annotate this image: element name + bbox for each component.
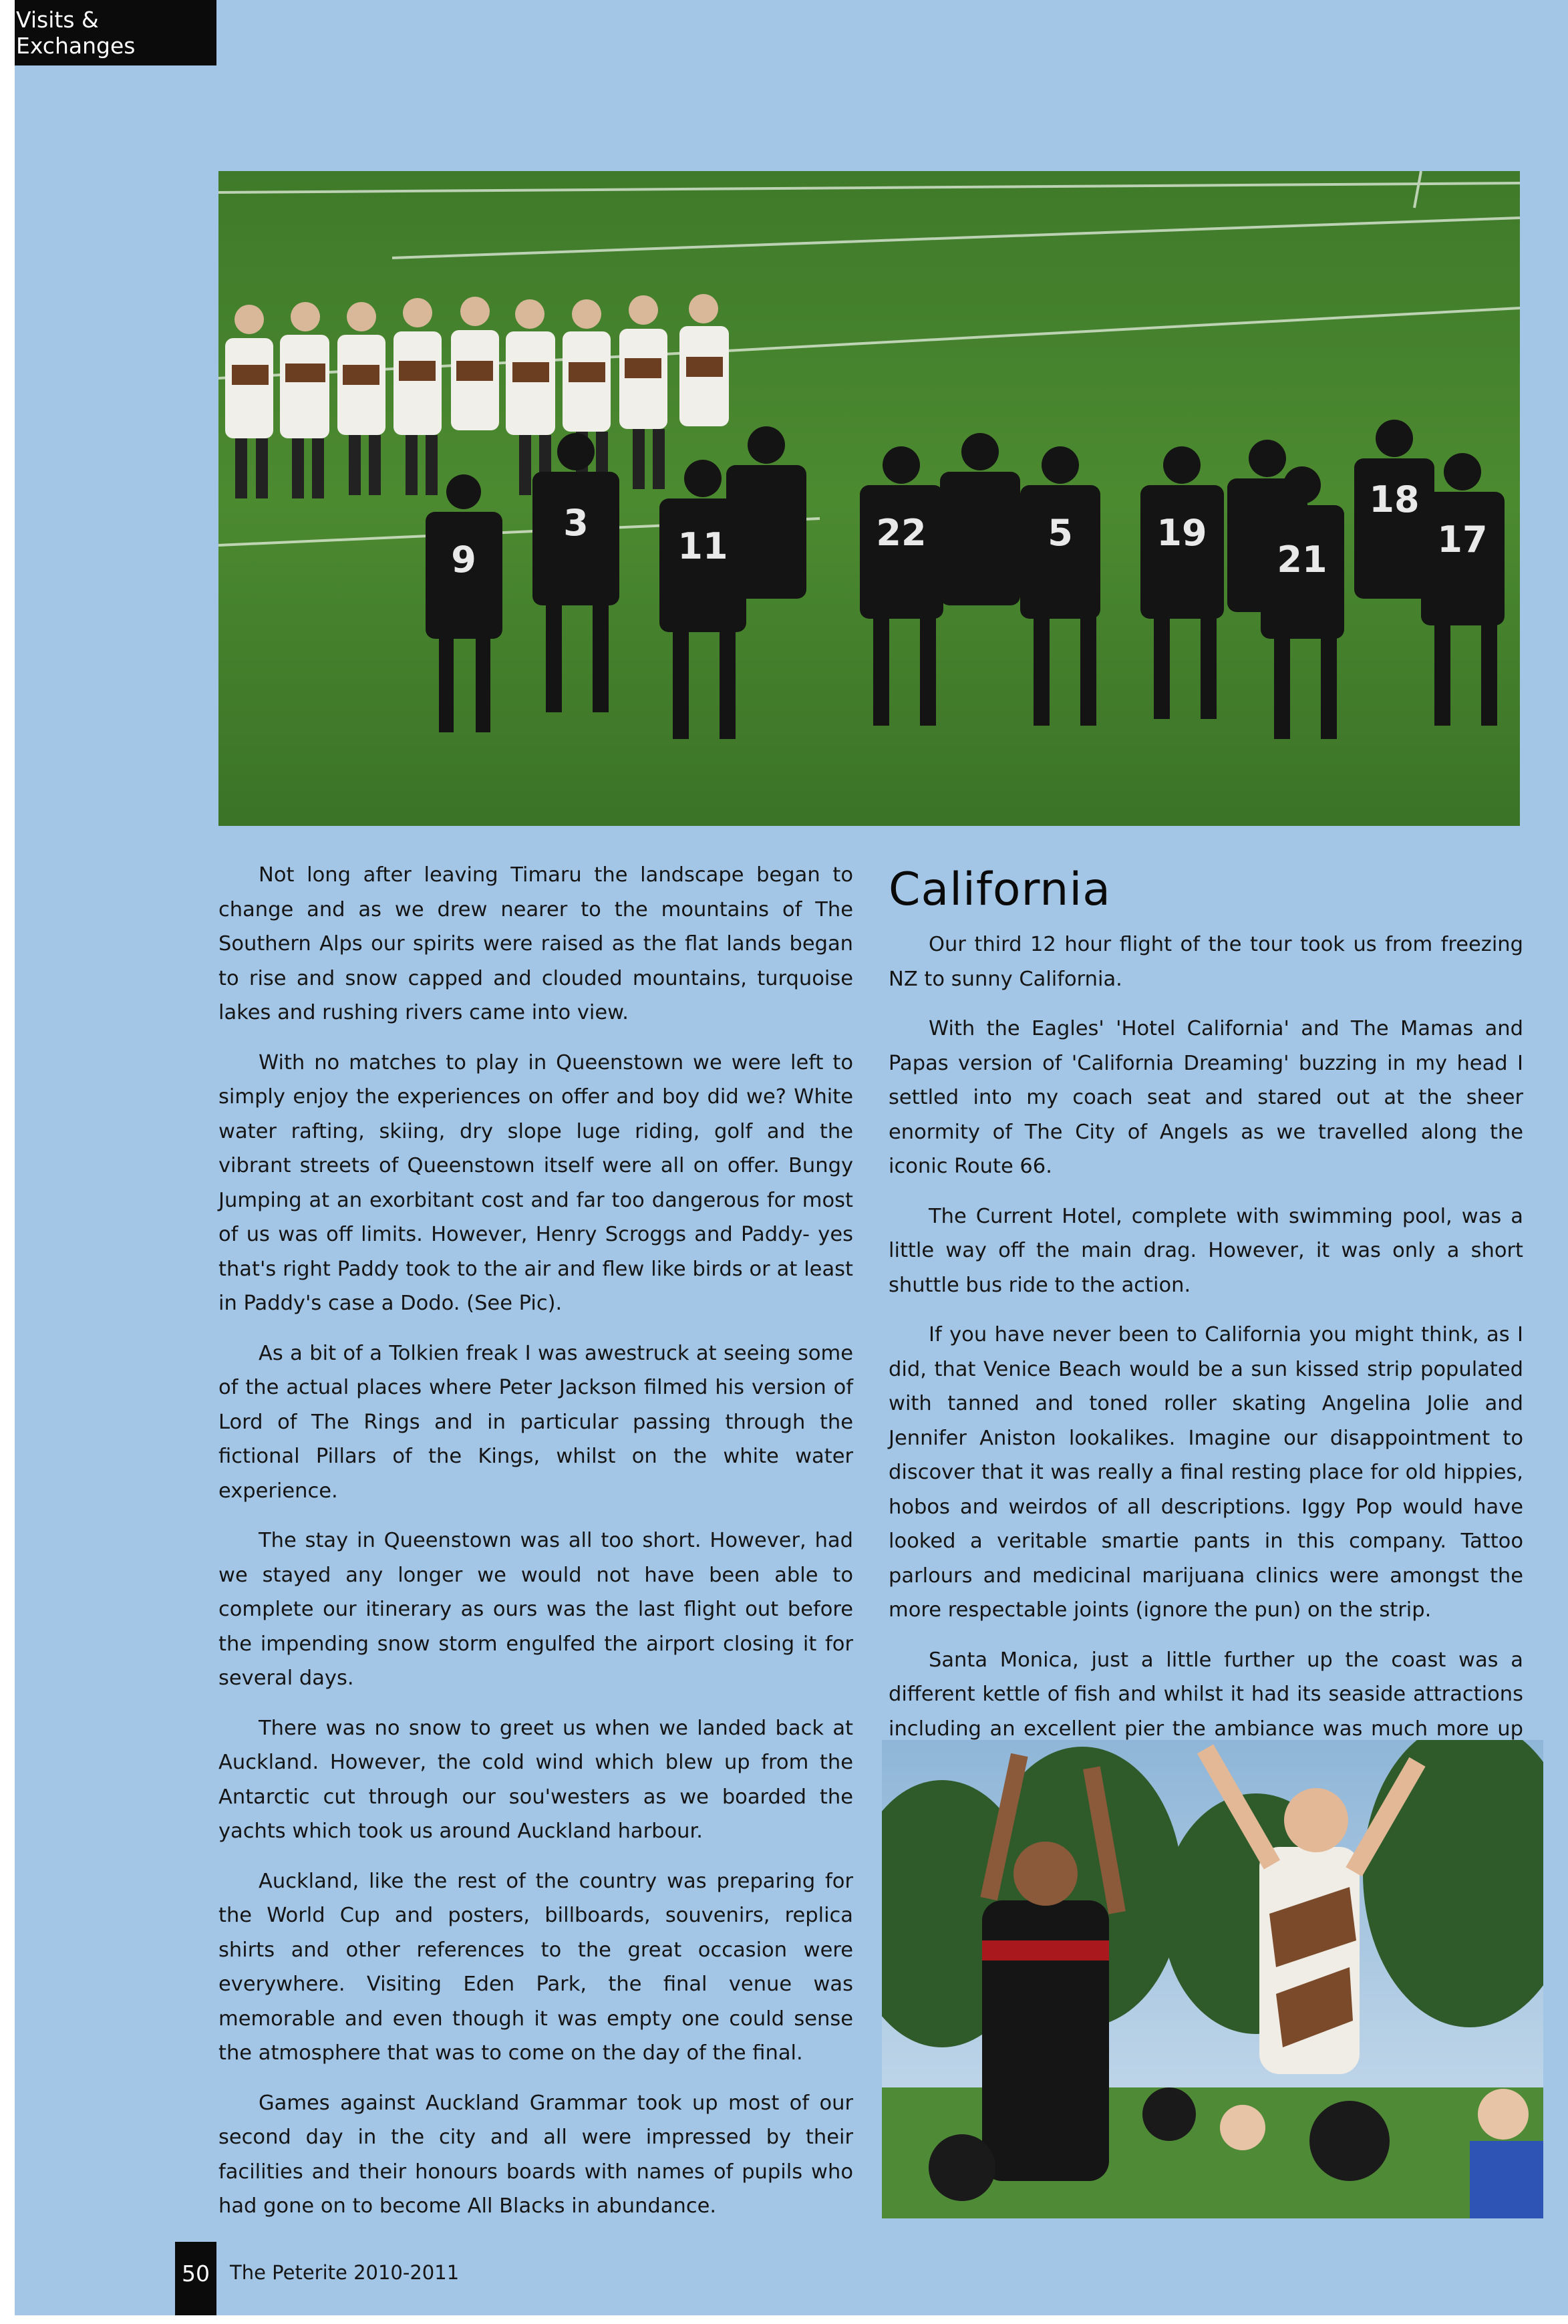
publication-title: The Peterite 2010-2011 (230, 2261, 460, 2284)
svg-text:17: 17 (1437, 519, 1488, 561)
section-label: Visits & Exchanges (15, 0, 216, 65)
svg-text:3: 3 (563, 502, 589, 544)
magazine-page (15, 0, 1568, 2315)
svg-text:11: 11 (677, 525, 728, 567)
page-number: 50 (175, 2242, 216, 2315)
svg-text:9: 9 (451, 539, 476, 581)
svg-text:19: 19 (1156, 512, 1207, 554)
paragraph: The Current Hotel, complete with swimming pool, was a little way off the main drag. However, it was only a short shuttle bus ride to the action. (889, 1204, 1523, 1297)
paragraph: There was no snow to greet us when we landed back at Auckland. However, the cold wind which blew up from the Antarctic cut through our sou'westers as we boarded the yachts which took us around Auckland harbour. (218, 1716, 853, 1843)
svg-text:5: 5 (1048, 512, 1073, 554)
paragraph: Not long after leaving Timaru the landscape began to change and as we drew nearer to the mountains of The Southern Alps our spirits were raised as the flat lands began to rise and snow capped and clouded mountains, turquoise lakes and rushing rivers came into view. (218, 863, 853, 1024)
rugby-haka-photo (218, 171, 1520, 826)
rugby-lineout-photo (882, 1740, 1543, 2218)
article-left-column (218, 858, 853, 2239)
svg-text:18: 18 (1369, 478, 1420, 521)
paragraph: With the Eagles' 'Hotel California' and The Mamas and Papas version of 'California Dreaming' buzzing in my head I settled into my coach seat and stared out at the sheer enormity of The City of Angels as we travelled along the iconic Route 66. (889, 1017, 1523, 1178)
paragraph: Auckland, like the rest of the country was preparing for the World Cup and posters, billboards, souvenirs, replica shirts and other references to the great occasion were everywhere. Visiting Eden Park, the final venue was memorable and even though it was empty one could sense the atmosphere that was to come on the day of the final. (218, 1869, 853, 2065)
article-right-column (889, 927, 1523, 1796)
paragraph: With no matches to play in Queenstown we were left to simply enjoy the experiences on offer and boy did we? White water rafting, skiing, dry slope luge riding, golf and the vibrant streets of Queenstown itself were all on offer. Bungy Jumping at an exorbitant cost and far too dangerous for most of us was off limits. However, Henry Scroggs and Paddy- yes that's right Paddy took to the air and flew like birds or at least in Paddy's case a Dodo. (See Pic). (218, 1050, 853, 1315)
section-heading-california: California (889, 863, 1111, 916)
svg-text:21: 21 (1277, 539, 1327, 581)
paragraph: If you have never been to California you might think, as I did, that Venice Beach would be a sun kissed strip populated with tanned and toned roller skating Angelina Jolie and Jennifer Aniston lookalikes. Imagine our disappointment to discover that it was really a final resting place for old hippies, hobos and weirdos of all descriptions. Iggy Pop would have looked a veritable smartie pants in this company. Tattoo parlours and medicinal marijuana clinics were amongst the more respectable joints (ignore the pun) on the strip. (889, 1323, 1523, 1622)
paragraph: Our third 12 hour flight of the tour took us from freezing NZ to sunny California. (889, 933, 1523, 991)
paragraph: The stay in Queenstown was all too short. However, had we stayed any longer we would not have been able to complete our itinerary as ours was the last flight out before the impending snow storm engulfed the airport closing it for several days. (218, 1529, 853, 1690)
paragraph: Games against Auckland Grammar took up most of our second day in the city and all were impressed by their facilities and their honours boards with names of pupils who had gone on to become All Blacks in abundance. (218, 2091, 853, 2218)
svg-text:22: 22 (876, 512, 927, 554)
paragraph: Santa Monica, just a little further up the coast was a different kettle of fish and whilst it had its seaside attractions including an excellent pier the ambiance was much more up (889, 1648, 1523, 1741)
paragraph: As a bit of a Tolkien freak I was awestruck at seeing some of the actual places where Peter Jackson filmed his version of Lord of The Rings and in particular passing through the fictional Pillars of the Kings, whilst on the white water experience. (218, 1341, 853, 1503)
